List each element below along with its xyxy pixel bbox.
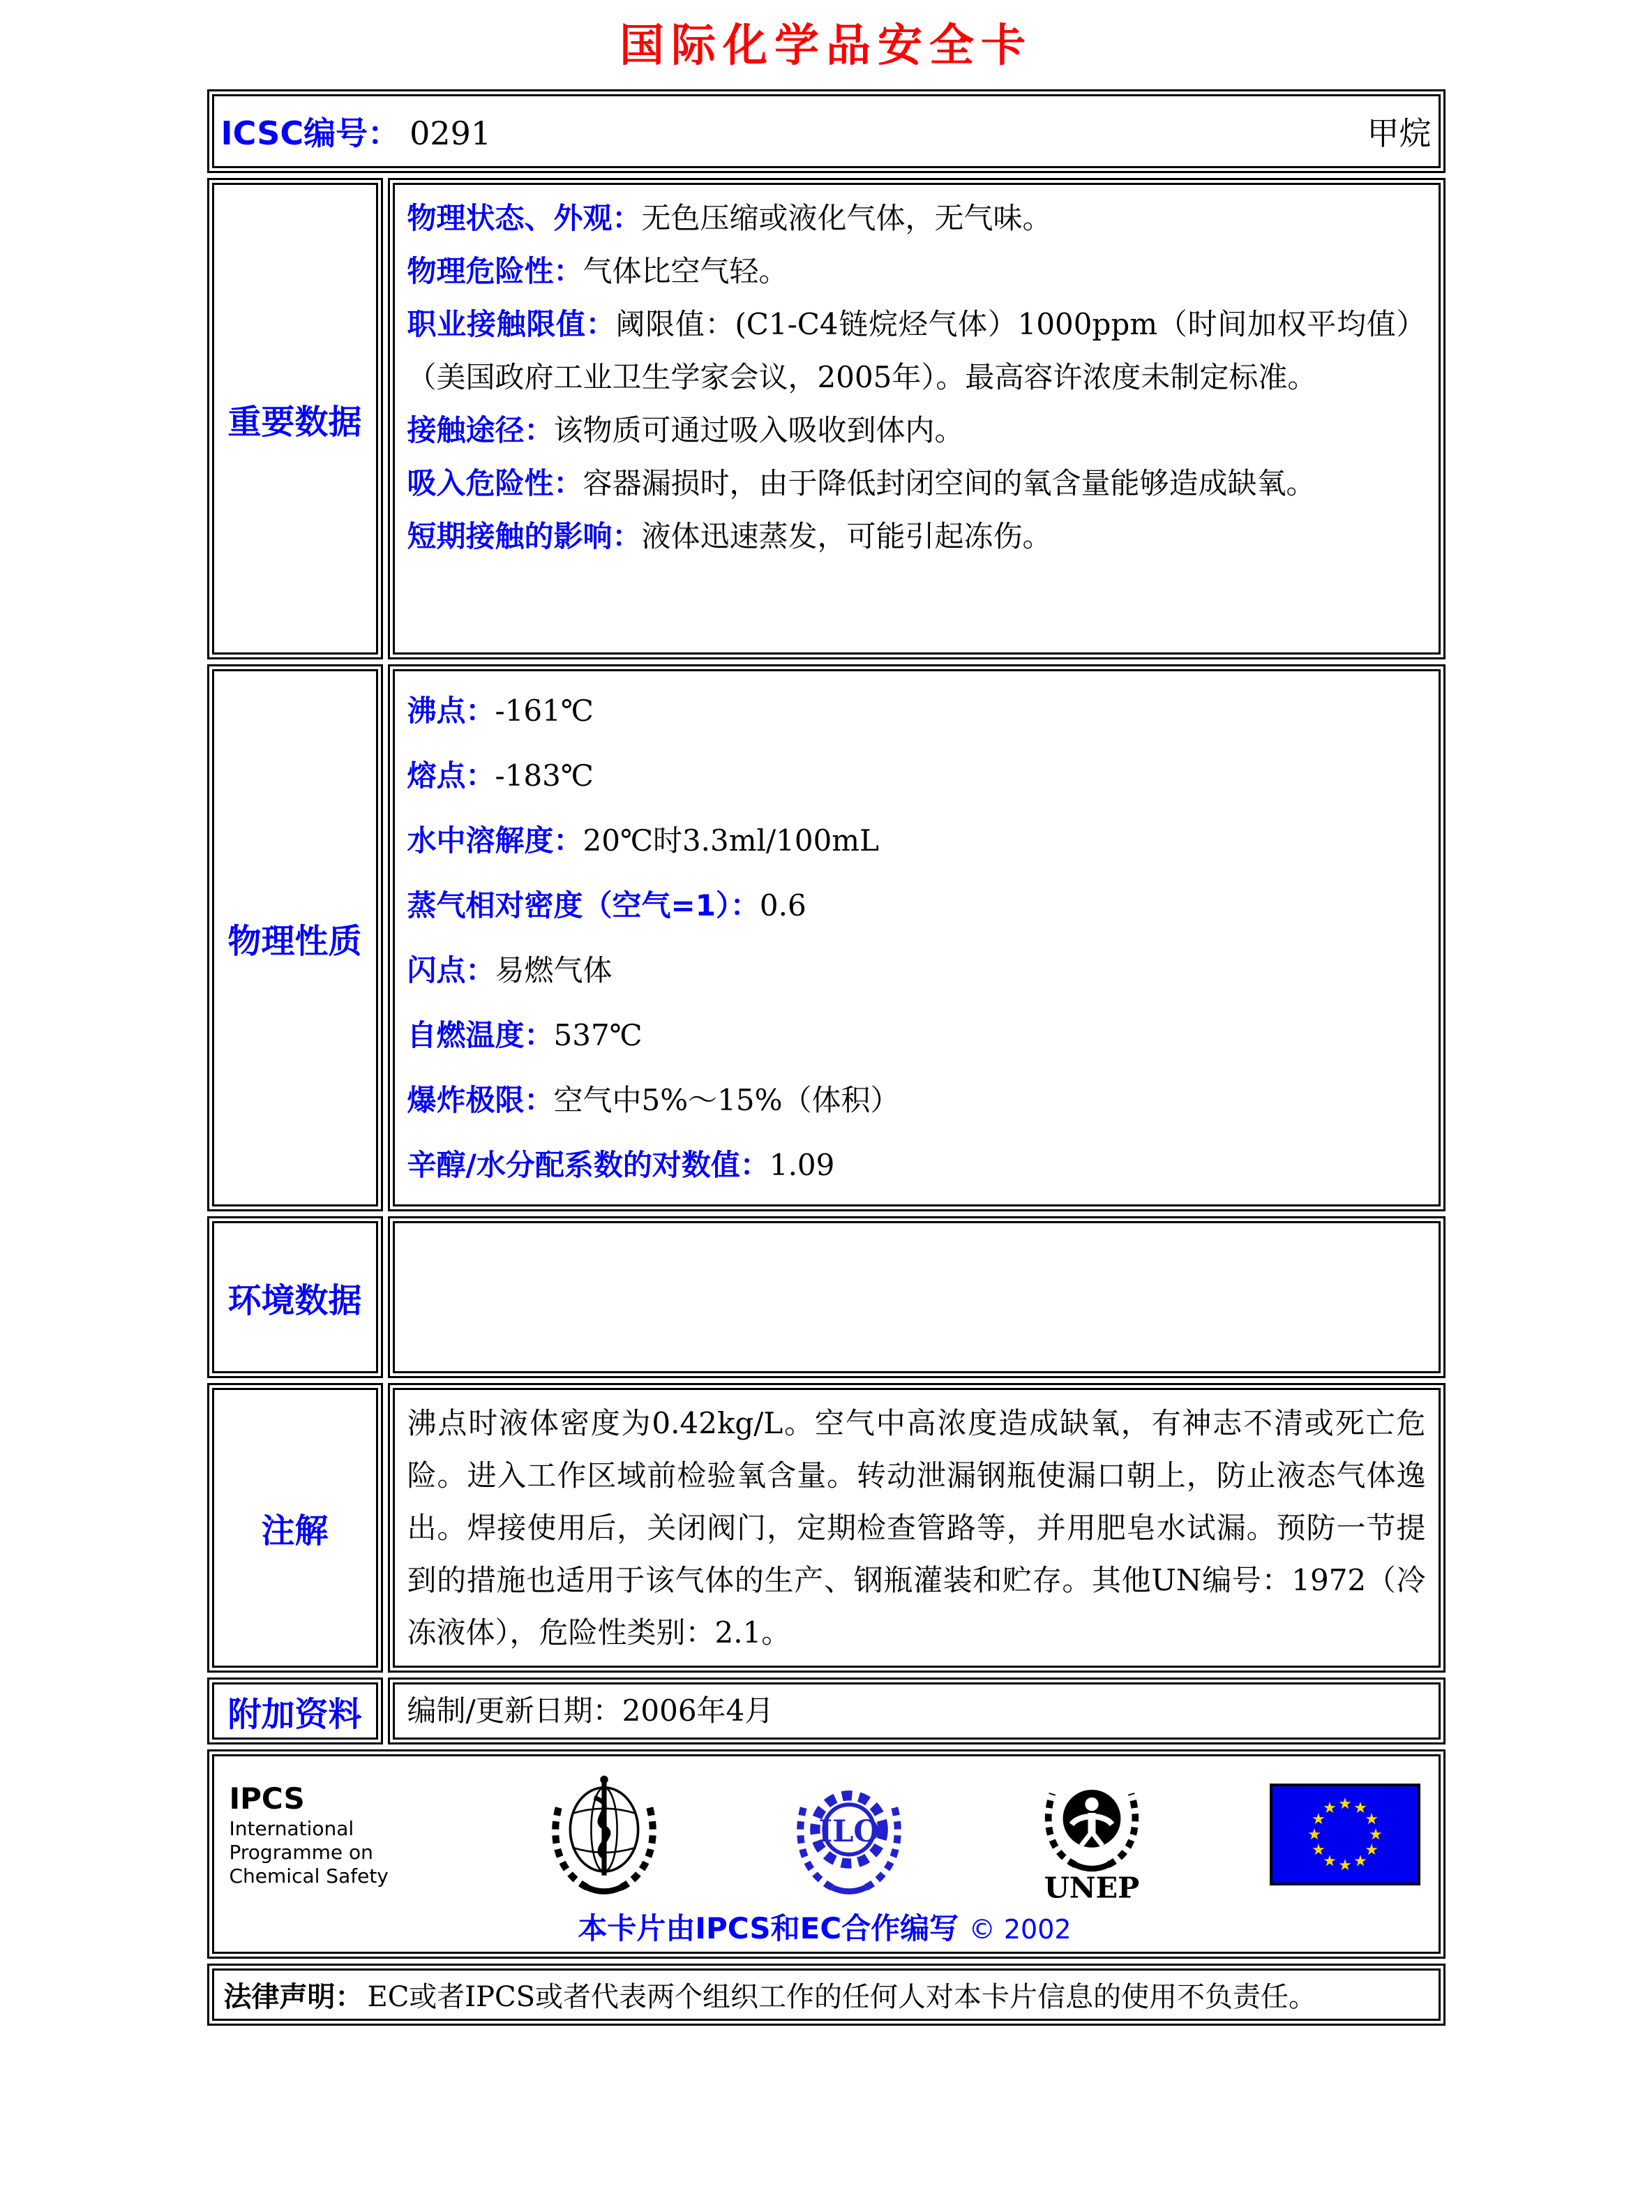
data-item-label: 物理危险性： [407, 254, 583, 288]
data-item [407, 457, 1426, 510]
property-item [407, 1003, 1426, 1068]
section-label-environmental-data: 环境数据 [207, 1216, 383, 1378]
data-item [407, 245, 1426, 298]
organizations-row [207, 1749, 1446, 1959]
property-item [407, 743, 1426, 808]
ilo-emblem-icon [784, 1770, 914, 1899]
property-item-value: 537℃ [553, 1018, 643, 1052]
ipcs-line1: International [229, 1817, 354, 1840]
property-item-value: -183℃ [495, 758, 594, 793]
property-item-value: 0.6 [759, 888, 806, 922]
legal-row [207, 1964, 1446, 2026]
property-item-label: 蒸气相对密度（空气=1）： [407, 888, 760, 922]
data-item-text: 液体迅速蒸发，可能引起冻伤。 [641, 519, 1052, 553]
data-item-text: 无色压缩或液化气体，无气味。 [641, 201, 1052, 235]
caption-year: © 2002 [968, 1914, 1072, 1945]
ipcs-wordmark [230, 1781, 425, 1888]
data-item-text: 阈限值：(C1-C4链烷烃气体）1000ppm（时间加权平均值）（美国政府工业卫生学家会议，2005年）。最高容许浓度未制定标准。 [407, 307, 1426, 394]
data-item [407, 192, 1426, 245]
data-item-text: 该物质可通过吸入吸收到体内。 [553, 413, 964, 447]
who-emblem-icon [539, 1770, 669, 1899]
eu-flag-icon [1270, 1784, 1420, 1885]
header-row [207, 89, 1446, 173]
data-item [407, 404, 1426, 457]
icsc-card [207, 0, 1446, 2026]
section-label-important-data: 重要数据 [207, 178, 383, 659]
cooperation-caption [230, 1906, 1420, 1948]
ipcs-acronym: IPCS [229, 1781, 305, 1816]
section-content-notes [388, 1383, 1446, 1673]
data-item-label: 职业接触限值： [407, 307, 616, 341]
icsc-number-value: 0291 [410, 114, 492, 152]
property-item [407, 1133, 1426, 1197]
data-item-label: 物理状态、外观： [407, 201, 642, 235]
ilo-emblem-text: ILO [818, 1814, 880, 1850]
data-item-text: 容器漏损时，由于降低封闭空间的氧含量能够造成缺氧。 [583, 466, 1316, 500]
property-item-label: 水中溶解度： [407, 823, 583, 858]
legal-label: 法律声明： [223, 1981, 363, 2013]
section-label-physical-properties: 物理性质 [207, 664, 383, 1211]
property-item-label: 熔点： [407, 758, 495, 793]
property-item-label: 闪点： [407, 953, 495, 987]
page-title: 国际化学品安全卡 [620, 20, 1032, 72]
section-content-environmental-data [388, 1216, 1446, 1378]
property-item-value: -161℃ [495, 694, 594, 728]
data-item-text: 气体比空气轻。 [583, 254, 788, 288]
data-item-label: 短期接触的影响： [407, 519, 642, 553]
data-item [407, 510, 1426, 563]
property-item-value: 20℃时3.3ml/100mL [583, 823, 880, 858]
additional-info-text: 编制/更新日期：2006年4月 [407, 1694, 774, 1728]
property-item-value: 空气中5%～15%（体积） [553, 1083, 900, 1117]
property-item [407, 873, 1426, 938]
data-item-label: 接触途径： [407, 413, 554, 447]
notes-text: 沸点时液体密度为0.42kg/L。空气中高浓度造成缺氧，有神志不清或死亡危险。进入工作区域前检验氧含量。转动泄漏钢瓶使漏口朝上，防止液态气体逸出。焊接使用后，关闭阀门，定期检查管路等，并用肥皂水试漏。预防一节提到的措施也适用于该气体的生产、钢瓶灌装和贮存。其他UN编号：1972（冷冻液体），危险性类别：2.1。 [407, 1406, 1426, 1650]
property-item-label: 自燃温度： [407, 1018, 554, 1052]
property-item-label: 辛醇/水分配系数的对数值： [407, 1148, 769, 1182]
property-item-value: 易燃气体 [495, 953, 613, 987]
property-item [407, 678, 1426, 743]
icsc-number-group [221, 108, 492, 154]
property-item [407, 808, 1426, 873]
section-label-notes: 注解 [207, 1383, 383, 1673]
property-item-label: 爆炸极限： [407, 1083, 554, 1117]
legal-text: EC或者IPCS或者代表两个组织工作的任何人对本卡片信息的使用不负责任。 [367, 1981, 1317, 2013]
property-item [407, 1068, 1426, 1133]
data-item-label: 吸入危险性： [407, 466, 583, 500]
ipcs-line3: Chemical Safety [229, 1864, 389, 1888]
section-content-additional-info [388, 1677, 1446, 1744]
caption-text: 本卡片由IPCS和EC合作编写 [578, 1911, 959, 1945]
data-item [407, 298, 1426, 404]
substance-name: 甲烷 [1367, 114, 1432, 152]
section-content-physical-properties [388, 664, 1446, 1211]
section-content-important-data [388, 178, 1446, 659]
property-item [407, 938, 1426, 1003]
unep-emblem-text: UNEP [1044, 1870, 1139, 1904]
section-label-additional-info: 附加资料 [207, 1677, 383, 1744]
icsc-number-label: ICSC编号： [220, 114, 400, 152]
unep-emblem-icon [1029, 1765, 1155, 1904]
property-item-value: 1.09 [769, 1148, 835, 1182]
ipcs-line2: Programme on [229, 1841, 373, 1864]
property-item-label: 沸点： [407, 694, 495, 728]
